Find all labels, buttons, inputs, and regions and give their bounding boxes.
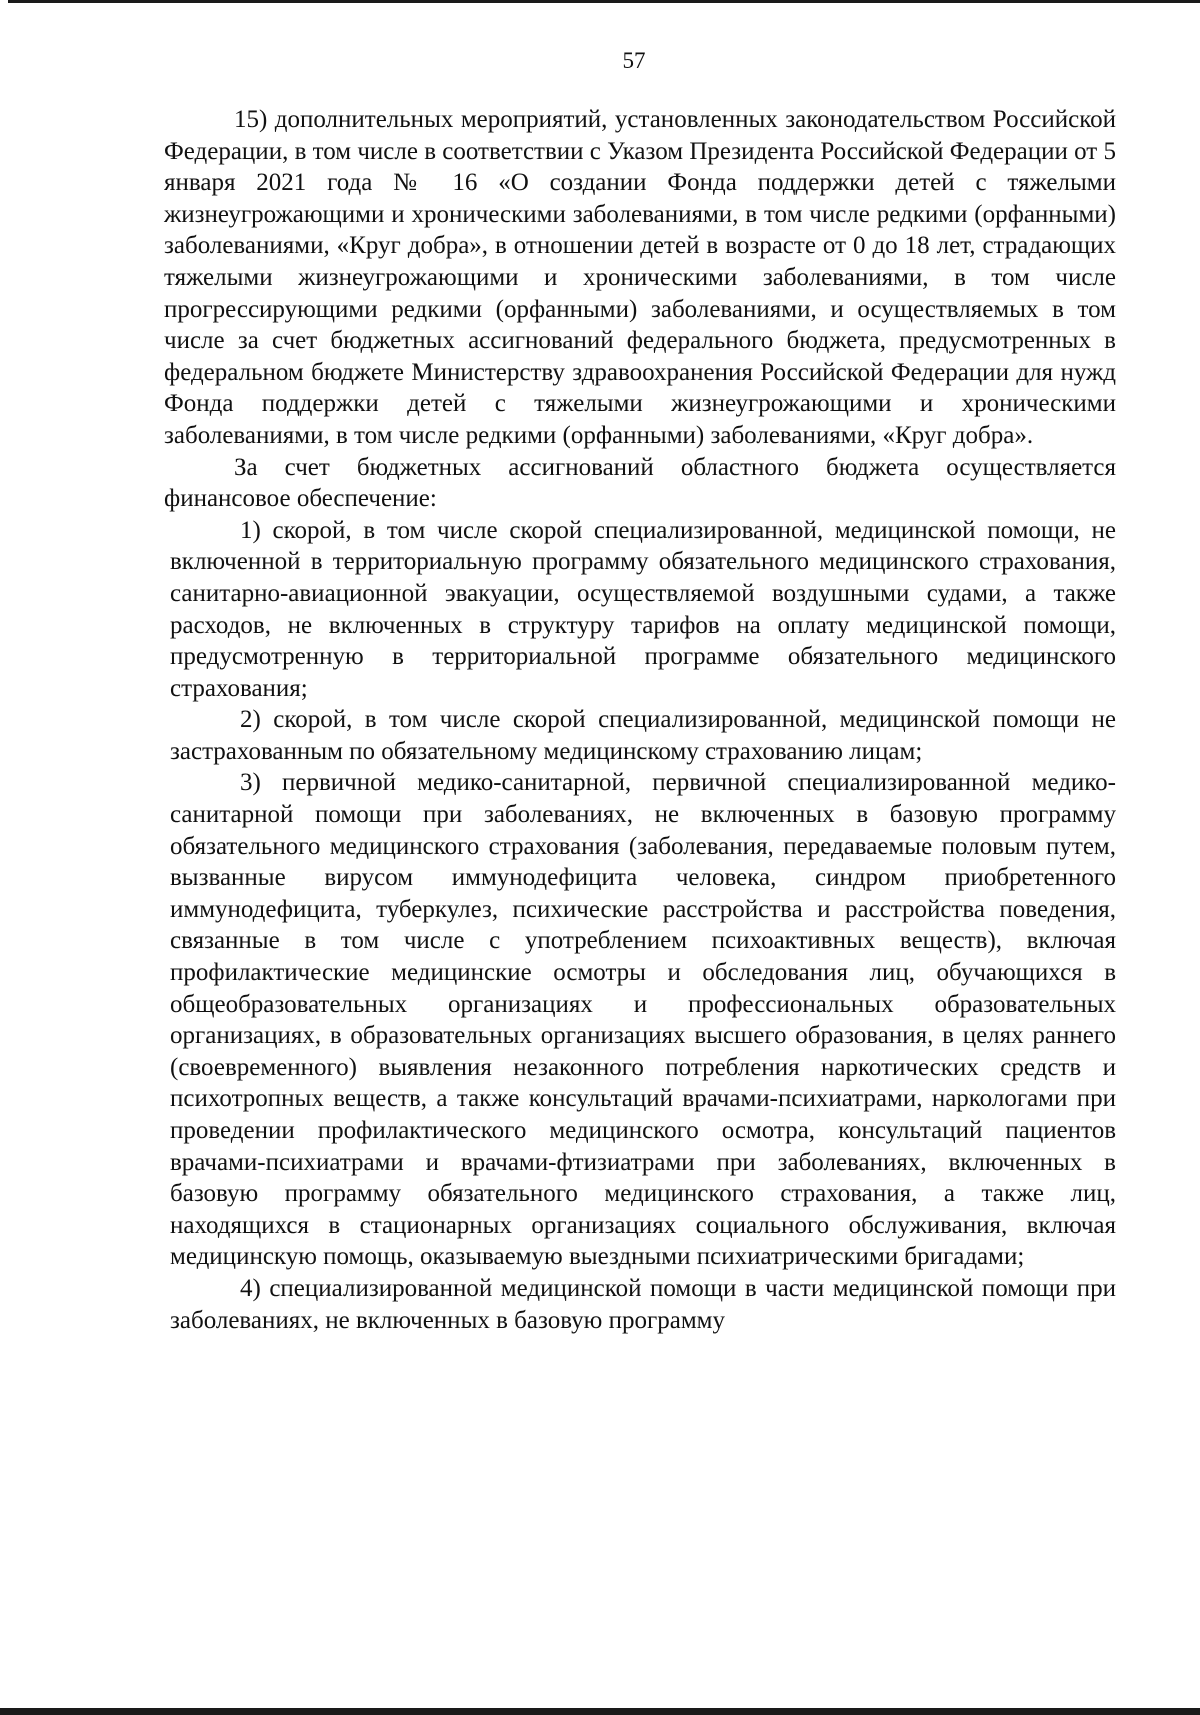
document-body xyxy=(164,104,1116,1336)
scan-edge-top xyxy=(8,0,1200,3)
paragraph-item-2: 2) скорой, в том числе скорой специализированной, медицинской помощи не застрахованным по обязательному медицинскому страхованию лицам; xyxy=(170,706,1116,765)
scan-edge-bottom xyxy=(0,1708,1200,1715)
paragraph-item-4: 4) специализированной медицинской помощи в части медицинской помощи при заболеваниях, не включенных в базовую программу xyxy=(170,1274,1116,1334)
paragraph-item-3: 3) первичной медико-санитарной, первичной специализированной медико-санитарной помощи при заболеваниях, не включенных в базовую программу обязательного медицинского страхования (заболевания, передаваемые половым путем, вызванные вирусом иммунодефицита человека, синдром приобретенного иммунодефицита, туберкулез, психические расстройства и расстройства поведения, связанные в том числе с употреблением психоактивных веществ), включая профилактические медицинские осмотры и обследования лиц, обучающихся в общеобразовательных организациях и профессиональных образовательных организациях, в образовательных организациях высшего образования, в целях раннего (своевременного) выявления незаконного потребления наркотических средств и психотропных веществ, а также консультаций врачами-психиатрами, наркологами при проведении профилактического медицинского осмотра, консультаций пациентов врачами-психиатрами и врачами-фтизиатрами при заболеваниях, включенных в базовую программу обязательного медицинского страхования, а также лиц, находящихся в стационарных организациях социального обслуживания, включая медицинскую помощь, оказываемую выездными психиатрическими бригадами; xyxy=(170,769,1116,1271)
paragraph-item-15: 15) дополнительных мероприятий, установленных законодательством Российской Федерации, в том числе в соответствии с Указом Президента Российской Федерации от 5 января 2021 года № 16 «О создании Фонда поддержки детей с тяжелыми жизнеугрожающими и хроническими заболеваниями, в том числе редкими (орфанными) заболеваниями, «Круг добра», в отношении детей в возрасте от 0 до 18 лет, страдающих тяжелыми жизнеугрожающими и хроническими заболеваниями, в том числе прогрессирующими редкими (орфанными) заболеваниями, и осуществляемых в том числе за счет бюджетных ассигнований федерального бюджета, предусмотренных в федеральном бюджете Министерству здравоохранения Российской Федерации для нужд Фонда поддержки детей с тяжелыми жизнеугрожающими и хроническими заболеваниями, в том числе редкими (орфанными) заболеваниями, «Круг добра». xyxy=(164,106,1116,449)
paragraph-regional-budget-intro: За счет бюджетных ассигнований областного бюджета осуществляется финансовое обеспечение: xyxy=(164,453,1116,513)
paragraph-item-1: 1) скорой, в том числе скорой специализированной, медицинской помощи, не включенной в территориальную программу обязательного медицинского страхования, санитарно-авиационной эвакуации, осуществляемой воздушными судами, а также расходов, не включенных в структуру тарифов на оплату медицинской помощи, предусмотренную в территориальной программе обязательного медицинского страхования; xyxy=(170,516,1116,702)
page-number: 57 xyxy=(622,48,646,73)
